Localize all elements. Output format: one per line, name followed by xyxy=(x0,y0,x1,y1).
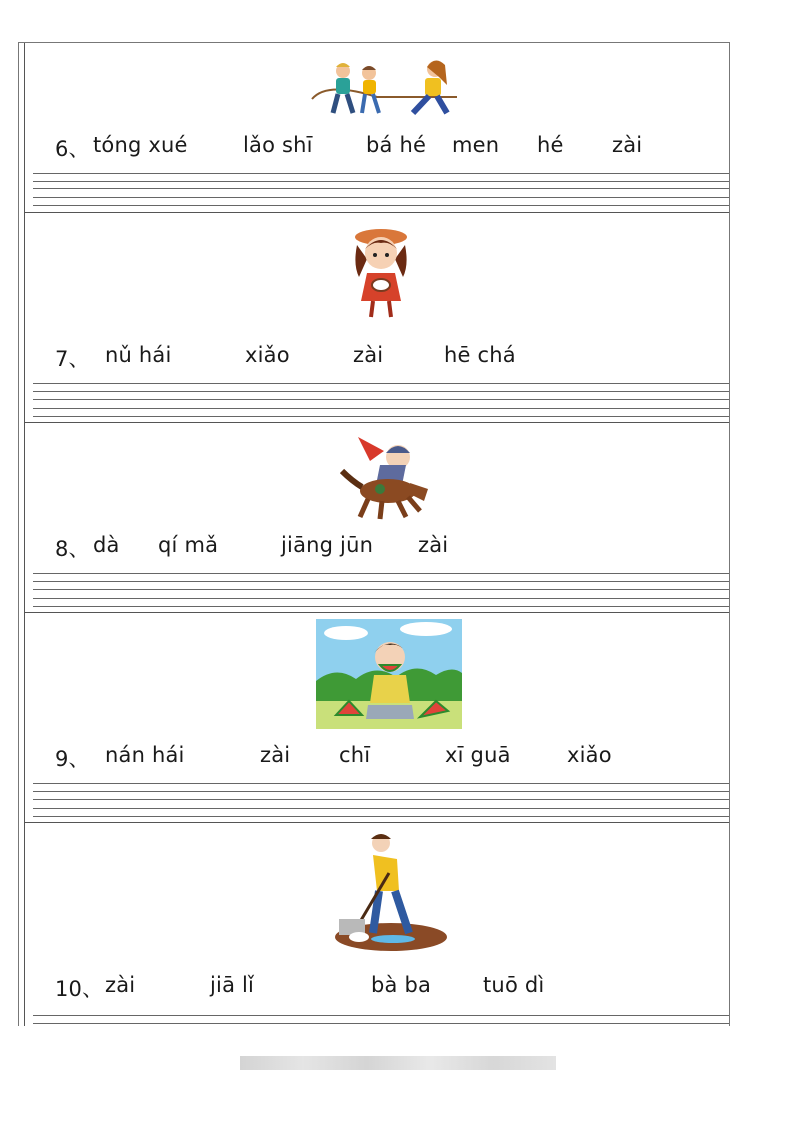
writing-lines xyxy=(33,1013,729,1025)
exercise-9 xyxy=(25,613,729,823)
exercise-7 xyxy=(25,213,729,423)
pinyin-word: bá hé xyxy=(366,133,427,157)
pinyin-word: dà xyxy=(93,533,120,557)
boy-eating-watermelon-illustration xyxy=(316,619,462,729)
pinyin-word: zài xyxy=(353,343,384,367)
pinyin-word: jiā lǐ xyxy=(210,973,255,997)
exercise-6 xyxy=(25,43,729,213)
girl-drinking-tea-illustration xyxy=(349,225,413,323)
pinyin-word: hē chá xyxy=(444,343,516,367)
pinyin-word: tuō dì xyxy=(483,973,545,997)
exercise-10 xyxy=(25,823,729,1026)
item-number: 7、 xyxy=(55,347,90,371)
pinyin-word: xiǎo xyxy=(567,743,612,767)
page-border-right xyxy=(729,42,730,1026)
item-number: 8、 xyxy=(55,537,90,561)
pinyin-word: zài xyxy=(418,533,449,557)
writing-lines xyxy=(33,781,729,821)
writing-lines xyxy=(33,571,729,611)
pinyin-word: men xyxy=(452,133,500,157)
tug-of-war-illustration xyxy=(307,51,467,119)
general-riding-horse-illustration xyxy=(340,431,432,523)
father-mopping-floor-illustration xyxy=(333,833,449,955)
page-border-left-outer xyxy=(18,42,19,1026)
pinyin-word: jiāng jūn xyxy=(281,533,374,557)
pinyin-word: nǔ hái xyxy=(105,343,172,367)
pinyin-word: xiǎo xyxy=(245,343,290,367)
item-number: 10、 xyxy=(55,977,104,1001)
exercise-8 xyxy=(25,423,729,613)
pinyin-word: bà ba xyxy=(371,973,432,997)
pinyin-word: chī xyxy=(339,743,371,767)
pinyin-word: tóng xué xyxy=(93,133,188,157)
pinyin-word: lǎo shī xyxy=(243,133,313,157)
writing-lines xyxy=(33,171,729,211)
pinyin-word: zài xyxy=(105,973,136,997)
blurred-watermark xyxy=(240,1056,556,1070)
item-number: 9、 xyxy=(55,747,90,771)
pinyin-word: nán hái xyxy=(105,743,185,767)
pinyin-word: hé xyxy=(537,133,564,157)
pinyin-word: xī guā xyxy=(445,743,511,767)
pinyin-word: qí mǎ xyxy=(158,533,219,557)
pinyin-word: zài xyxy=(260,743,291,767)
writing-lines xyxy=(33,381,729,421)
pinyin-word: zài xyxy=(612,133,643,157)
item-number: 6、 xyxy=(55,137,90,161)
